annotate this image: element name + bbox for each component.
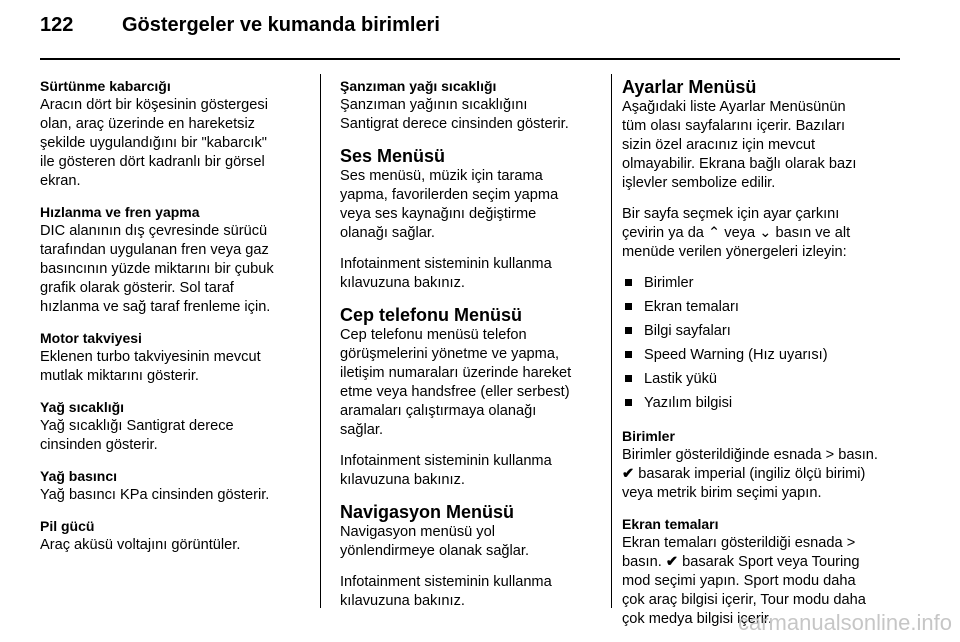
section-heading: Motor takviyesi — [40, 330, 142, 346]
bullet-square-icon — [625, 351, 632, 358]
watermark: carmanualsonline.info — [737, 610, 952, 635]
header-rule — [40, 58, 900, 60]
text-line: ile gösteren dört kadranlı bir görsel — [40, 154, 265, 170]
text-line: ekran. — [40, 173, 81, 189]
checkmark-icon: ✔ — [665, 554, 679, 570]
section — [40, 467, 302, 505]
text-line: Yağ sıcaklığı Santigrat derece — [40, 418, 234, 434]
text-line: Infotainment sisteminin kullanma — [340, 256, 552, 272]
chevron-right-icon: > — [825, 447, 835, 463]
text-line: Cep telefonu menüsü telefon — [340, 327, 527, 343]
text-line — [622, 534, 912, 553]
section-title: Navigasyon Menüsü — [340, 502, 515, 522]
paragraph — [340, 167, 602, 243]
section — [40, 517, 302, 555]
page-header — [40, 14, 900, 50]
settings-list — [622, 274, 912, 413]
paragraph — [340, 523, 602, 561]
text-line: hızlanma ve sağ taraf frenleme için. — [40, 299, 271, 315]
text-fragment: basın. — [622, 554, 662, 570]
text-line: mutlak miktarını gösterir. — [40, 368, 199, 384]
text-line — [622, 224, 912, 243]
text-line: kılavuzuna bakınız. — [340, 275, 465, 291]
text-line: Navigasyon menüsü yol — [340, 524, 495, 540]
text-line: Araç aküsü voltajını görüntüler. — [40, 537, 241, 553]
text-line: olan, araç üzerinde en hareketsiz — [40, 116, 255, 132]
text-line: Şanzıman yağının sıcaklığını — [340, 97, 528, 113]
checkmark-icon: ✔ — [622, 466, 635, 482]
paragraph — [340, 326, 602, 440]
list-item-label: Speed Warning (Hız uyarısı) — [644, 347, 828, 363]
text-line: işlevler sembolize edilir. — [622, 175, 776, 191]
text-fragment: çevirin ya da — [622, 225, 704, 241]
text-line: cinsinden gösterir. — [40, 437, 158, 453]
text-line: Aşağıdaki liste Ayarlar Menüsünün — [622, 99, 846, 115]
column-1 — [40, 77, 302, 567]
list-item — [622, 322, 912, 341]
list-item-label: Lastik yükü — [644, 371, 718, 387]
column-2 — [340, 77, 602, 623]
text-line: menüde verilen yönergeleri izleyin: — [622, 244, 847, 260]
text-line: basıncının yüzde miktarını bir çubuk — [40, 261, 274, 277]
text-line: Santigrat derece cinsinden gösterir. — [340, 116, 569, 132]
text-line: etme veya handsfree (eller serbest) — [340, 384, 570, 400]
section-heading: Birimler — [622, 428, 675, 444]
text-line: sizin özel aracınız için mevcut — [622, 137, 816, 153]
list-item-label: Ekran temaları — [644, 299, 739, 315]
list-item — [622, 370, 912, 389]
text-line: Infotainment sisteminin kullanma — [340, 453, 552, 469]
text-fragment: basın ve alt — [775, 225, 851, 241]
section-title: Cep telefonu Menüsü — [340, 305, 523, 325]
text-line: Bir sayfa seçmek için ayar çarkını — [622, 206, 840, 222]
text-line: tarafından uygulanan fren veya gaz — [40, 242, 269, 258]
chevron-down-icon: ⌄ — [759, 225, 772, 241]
section-heading: Şanzıman yağı sıcaklığı — [340, 78, 497, 94]
bullet-square-icon — [625, 375, 632, 382]
text-line: çok araç bilgisi içerir, Tour modu daha — [622, 592, 866, 608]
paragraph — [622, 205, 912, 262]
section-heading: Sürtünme kabarcığı — [40, 78, 171, 94]
list-item-label: Birimler — [644, 275, 694, 291]
text-line: tüm olası sayfalarını içerir. Bazıları — [622, 118, 846, 134]
text-fragment: Birimler gösterildiğinde esnada — [622, 447, 822, 463]
paragraph — [340, 452, 602, 490]
section — [40, 77, 302, 191]
text-line: kılavuzuna bakınız. — [340, 472, 465, 488]
text-line: mod seçimi yapın. Sport modu daha — [622, 573, 856, 589]
section — [40, 329, 302, 386]
text-fragment: Ekran temaları gösterildiği esnada — [622, 535, 843, 551]
text-line: grafik olarak gösterir. Sol taraf — [40, 280, 234, 296]
text-line: kılavuzuna bakınız. — [340, 593, 465, 609]
text-line: şekilde uygulandığını bir "kabarcık" — [40, 135, 267, 151]
bullet-square-icon — [625, 279, 632, 286]
text-line: iletişim numaraları üzerinde hareket — [340, 365, 572, 381]
text-line: veya metrik birim seçimi yapın. — [622, 485, 822, 501]
section-heading: Yağ sıcaklığı — [40, 399, 125, 415]
text-line: sağlar. — [340, 422, 383, 438]
text-line: Eklenen turbo takviyesinin mevcut — [40, 349, 261, 365]
list-item — [622, 394, 912, 413]
section-title: Ayarlar Menüsü — [622, 77, 757, 97]
bullet-square-icon — [625, 327, 632, 334]
list-item-label: Bilgi sayfaları — [644, 323, 731, 339]
text-line: DIC alanının dış çevresinde sürücü — [40, 223, 268, 239]
paragraph — [340, 255, 602, 293]
section-heading: Pil gücü — [40, 518, 95, 534]
text-line: veya ses kaynağını değiştirme — [340, 206, 537, 222]
list-item — [622, 274, 912, 293]
text-line — [622, 553, 912, 572]
text-line: yapma, favorilerden seçim yapma — [340, 187, 559, 203]
text-line — [622, 465, 912, 484]
text-line: Infotainment sisteminin kullanma — [340, 574, 552, 590]
text-line: Ses menüsü, müzik için tarama — [340, 168, 543, 184]
section-heading: Hızlanma ve fren yapma — [40, 204, 200, 220]
bullet-square-icon — [625, 303, 632, 310]
section — [40, 398, 302, 455]
list-item — [622, 298, 912, 317]
column-divider — [320, 74, 321, 608]
text-line: görüşmelerini yönetme ve yapma, — [340, 346, 560, 362]
chevron-right-icon: > — [846, 535, 856, 551]
page-number: 122 — [40, 14, 74, 36]
text-fragment: veya — [724, 225, 756, 241]
text-line: Aracın dört bir köşesinin göstergesi — [40, 97, 268, 113]
text-fragment: basarak Sport veya Touring — [682, 554, 860, 570]
section — [340, 77, 602, 134]
text-fragment: basarak imperial (ingiliz ölçü birimi) — [638, 466, 866, 482]
column-3 — [622, 77, 912, 641]
list-item-label: Yazılım bilgisi — [644, 395, 733, 411]
text-fragment: basın. — [838, 447, 878, 463]
list-item — [622, 346, 912, 365]
paragraph — [622, 98, 912, 193]
text-line: yönlendirmeye olanak sağlar. — [340, 543, 530, 559]
text-line: çok medya bilgisi içerir. — [622, 611, 773, 627]
section — [40, 203, 302, 317]
text-line — [622, 446, 912, 465]
text-line: aramaları çalıştırmaya olanağı — [340, 403, 537, 419]
section — [622, 427, 912, 503]
text-line: olanağı sağlar. — [340, 225, 435, 241]
page-title: Göstergeler ve kumanda birimleri — [122, 14, 440, 36]
paragraph — [340, 573, 602, 611]
section-heading: Ekran temaları — [622, 516, 719, 532]
text-line: olmayabilir. Ekrana bağlı olarak bazı — [622, 156, 857, 172]
section-title: Ses Menüsü — [340, 146, 446, 166]
text-line: Yağ basıncı KPa cinsinden gösterir. — [40, 487, 270, 503]
column-divider — [611, 74, 612, 608]
section-heading: Yağ basıncı — [40, 468, 118, 484]
bullet-square-icon — [625, 399, 632, 406]
chevron-up-icon: ⌃ — [708, 225, 721, 241]
